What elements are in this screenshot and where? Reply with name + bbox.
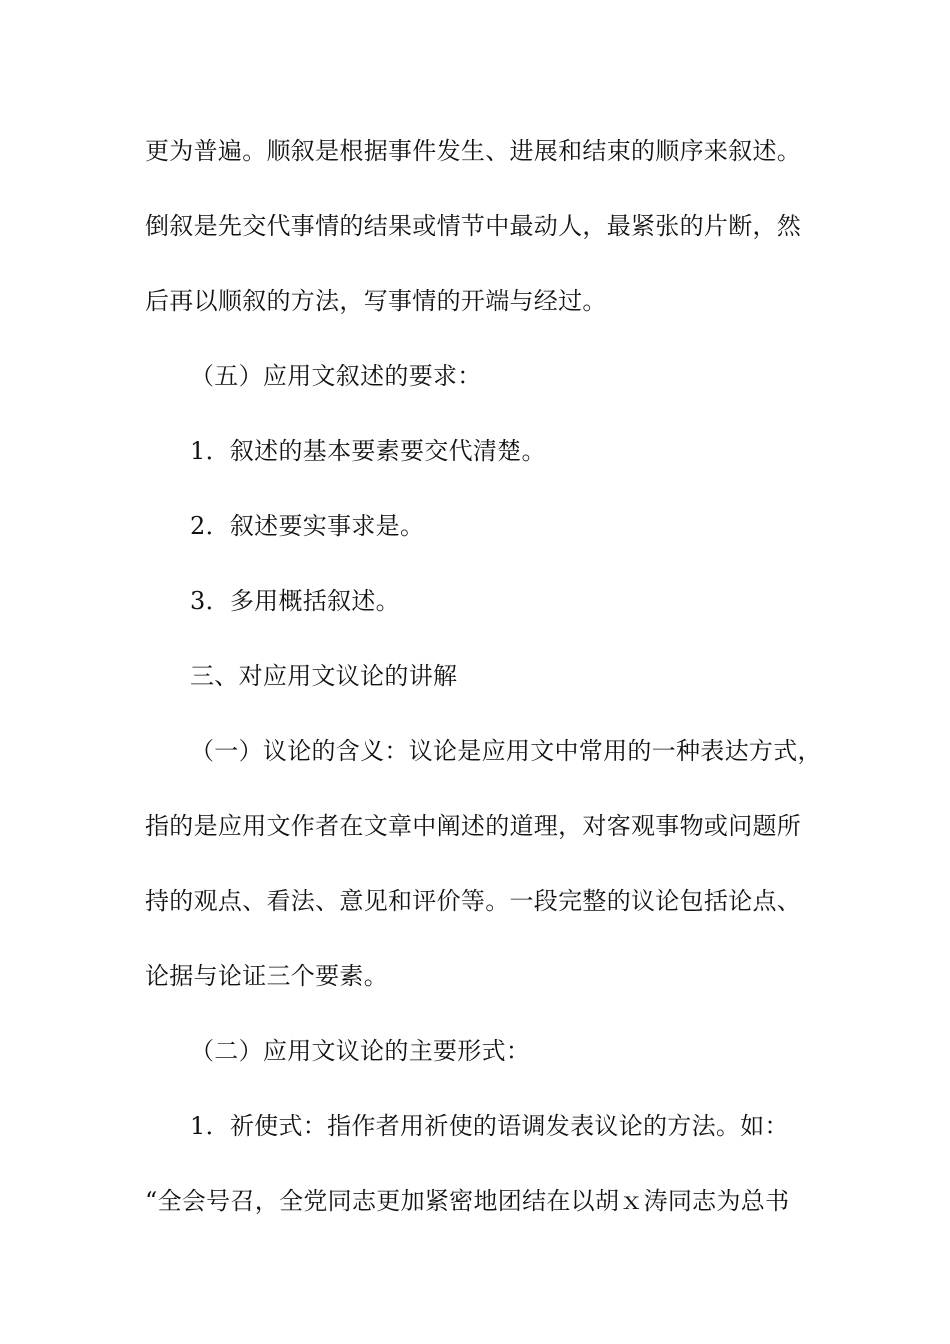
paragraph-line: 论据与论证三个要素。 [145,962,388,990]
section-heading: 三、对应用文议论的讲解 [190,662,458,690]
list-item: 1．叙述的基本要素要交代清楚。 [190,437,546,465]
paragraph-line: 持的观点、看法、意见和评价等。一段完整的议论包括论点、 [145,887,802,915]
list-item: 3．多用概括叙述。 [190,587,400,615]
section-heading: （五）应用文叙述的要求： [190,362,482,390]
paragraph-line: 后再以顺叙的方法，写事情的开端与经过。 [145,287,607,315]
quote-line: “全会号召，全党同志更加紧密地团结在以胡ｘ涛同志为总书 [145,1187,790,1215]
list-item: 1．祈使式：指作者用祈使的语调发表议论的方法。如： [190,1112,789,1140]
section-heading: （二）应用文议论的主要形式： [190,1037,531,1065]
paragraph-line: （一）议论的含义：议论是应用文中常用的一种表达方式， [190,737,822,765]
paragraph-line: 指的是应用文作者在文章中阐述的道理，对客观事物或问题所 [145,812,802,840]
paragraph-line: 倒叙是先交代事情的结果或情节中最动人，最紧张的片断，然 [145,212,802,240]
list-item: 2．叙述要实事求是。 [190,512,425,540]
paragraph-line: 更为普遍。顺叙是根据事件发生、进展和结束的顺序来叙述。 [145,137,802,165]
